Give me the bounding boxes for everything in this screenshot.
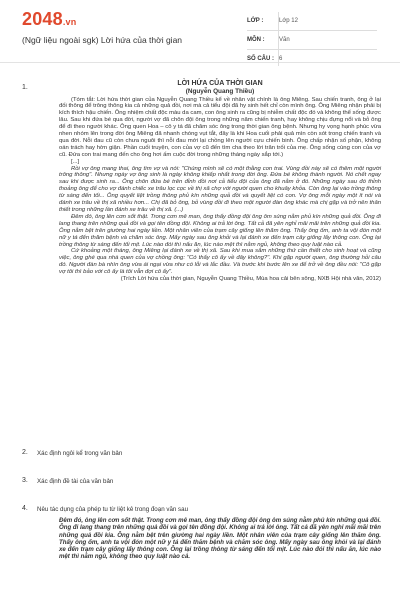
passage-paragraph: Cứ khoảng một tháng, ông Miêng lại đánh xe về thị xã. Sau khi mua sắm những thứ cần thiết cho sinh hoạt và cũng việc, ông ghé qua nhà quen của vợ chồng ông: "Có thấy cô ấy về đây không?". Khi gặp người quen, ông thường hỏi câu đó. Người đàn bà nhìn ông vừa ái ngại vừa như có lỗi và lắc đầu. Và trước khi bước lên xe để trở về ông đều nói: "Cô gặp vợ tôi thì bảo với cô ấy là tôi vẫn đợi cô ấy".: [59, 248, 381, 276]
meta-key: LỚP :: [247, 18, 264, 24]
question-number: 1.: [22, 84, 28, 91]
page-title: (Ngữ liệu ngoài sgk) Lời hứa của thời gian: [22, 35, 183, 45]
meta-value: 6: [279, 56, 283, 62]
question-text: Xác định ngôi kể trong văn bản: [37, 450, 123, 457]
meta-key: MÔN :: [247, 37, 265, 43]
meta-value: Lớp 12: [279, 18, 298, 24]
passage-author: (Nguyễn Quang Thiều): [185, 88, 255, 95]
page-header: [0, 0, 400, 63]
passage-paragraph: Đêm đó, ông lên cơn sốt thật. Trong cơn mê man, ông thấy đồng đội ông ôm súng nằm phủ kín những quả đồi. Ông đi lang thang trên những quả đồi và gọi tên đồng đội. Không ai trả lời ông. Tất cả đã yên nghỉ mãi mãi trên những quả đồi kia. Ông nằm bệt trên giường hai ngày liền. Một nhân viên của trạm cây giống lên thăm ông. Thấy ông ốm, anh ta vội đón một nữ y tá đến thăm bệnh và chăm sóc ông. Mấy ngày sau ông khỏi và lại đánh xe đến trạm cây giống lấy thông con. Ông lại trồng thông từ sáng đến tối mịt. Lúc nào đói thì nấu ăn, lúc nào mệt thì nằm ngủ, không theo quy luật nào cả.: [59, 213, 381, 248]
question-number: 3.: [22, 477, 28, 484]
passage-ellipsis: [...]: [71, 158, 80, 165]
question-text: Nêu tác dụng của phép tu từ liệt kê trong đoạn văn sau: [37, 506, 189, 513]
passage-paragraph: Rồi vợ ông mang thai, ông tìm vợ và nói: "Chúng mình sẽ có một thằng con trai. Vùng đồi này sẽ có thêm một người trông thông". Nhưng ngày vợ ông sinh là ngày không khiếp nhất trong đời ông. Đứa bé không thành người. Nó chết ngay sau khi được sinh ra... Ông chôn đứa bé trên đỉnh đồi nơi cả tiểu đội của ông đã nằm ở đó. Những ngày sau đó thỉnh thoảng ông để cho vợ đánh chiếc xe trâu lọc cọc về thị xã chợ với người quen cho khuây khỏa. Còn ông lại vào trồng thông từ sáng đến tối... Ông quyết liệt trồng thông phủ kín những quả đồi và quyết liệt có con. Vợ ông mỗi ngày một ít nói và đánh xe trâu về thị xã nhiều hơn... Chị đã bỏ ông, bỏ vùng đồi đi theo một người đàn ông khác mà chị gặp và trở nên thân thiết trong những lần đánh xe trâu về thị xã. (...): [59, 165, 381, 213]
question-quote: Đêm đó, ông lên cơn sốt thật. Trong cơn mê man, ông thấy đồng đội ông ôm súng nằm phủ kín những quả đồi. Ông đi lang thang trên những quả đồi và gọi tên đồng đội. Không ai trả lời ông. Tất cả đã yên nghỉ mãi mãi trên những quả đồi kia. Ông nằm bệt trên giường hai ngày liền. Một nhân viên của trạm cây giống lên thăm ông. Thấy ông ốm, anh ta vội đón một nữ y tá đến thăm bệnh và chăm sóc ông. Mấy ngày sau ông khỏi và lại đánh xe đến trạm cây giống lấy thông con. Ông lại trồng thông từ sáng đến tối mịt. Lúc nào đói thì nấu ăn, lúc nào mệt thì nằm ngủ, không theo quy luật nào cả.: [59, 517, 381, 561]
meta-row-subject: [247, 31, 377, 50]
question-number: 4.: [22, 505, 28, 512]
meta-info: [247, 12, 377, 68]
passage-source: (Trích Lời hứa của thời gian, Nguyễn Quang Thiều, Mùa hoa cải bên sông, NXB Hội nhà văn, 2012): [120, 276, 381, 283]
question-number: 2.: [22, 449, 28, 456]
meta-row-count: [247, 50, 377, 68]
passage-title: LỜI HỨA CỦA THỜI GIAN: [177, 80, 263, 87]
site-logo[interactable]: [22, 9, 76, 30]
meta-value: Văn: [279, 37, 290, 43]
passage-summary: (Tóm tắt: Lời hứa thời gian của Nguyễn Quang Thiều kể về nhân vật chính là ông Miêng. Sau chiến tranh, ông ở lại đối thông để trông thông kia cả những quả đồi, nơi mà cả tiểu đội đã hy sinh hết chỉ còn mình ông. Ông Miêng nhận phải bị kích thích hậu chiến. Ông nhiệm chất độc màu da cam, con ông sinh ra cũng bị nhiễm chất độc đó và không thể sống được lâu. Sau khi đứa bé qua đời, người vợ đã chôn đội ông trong những năm chiến tranh, hay không chịu đựng nổi và bỏ ông để đi theo người khác. Ông quen Hoa – cô y tá đã chăm sóc ông trong thời gian ông bệnh. Nhưng hy vọng hạnh phúc vừa nhen nhóm lên trong đời ông Miêng đã nhanh chóng vụt tắt, đây là khi Hoa cuối phải quả mìn còn sót trong chiến tranh và qua đời. Nỗi đau cũ còn chưa nguôi thì nỗi đau mới lại chồng lên người cựu chiến binh. Ông chấp nhận số phận, không oán trách hay hờn giận. Phần cuối truyện, con của vợ cũ đến tìm cha theo lời trăn trối của mẹ. Ông sống cùng con của vợ cũ. Đứa con trai mang đến cho ông hơi ấm cuộc đời trong những tháng ngày sắp tới.): [59, 96, 381, 158]
logo-suffix: .vn: [62, 17, 77, 27]
reading-passage: [59, 80, 381, 283]
meta-key: SỐ CÂU :: [247, 56, 274, 62]
logo-text: 2048: [22, 9, 63, 29]
question-text: Xác định đề tài của văn bản: [37, 478, 114, 485]
meta-row-class: [247, 12, 377, 31]
